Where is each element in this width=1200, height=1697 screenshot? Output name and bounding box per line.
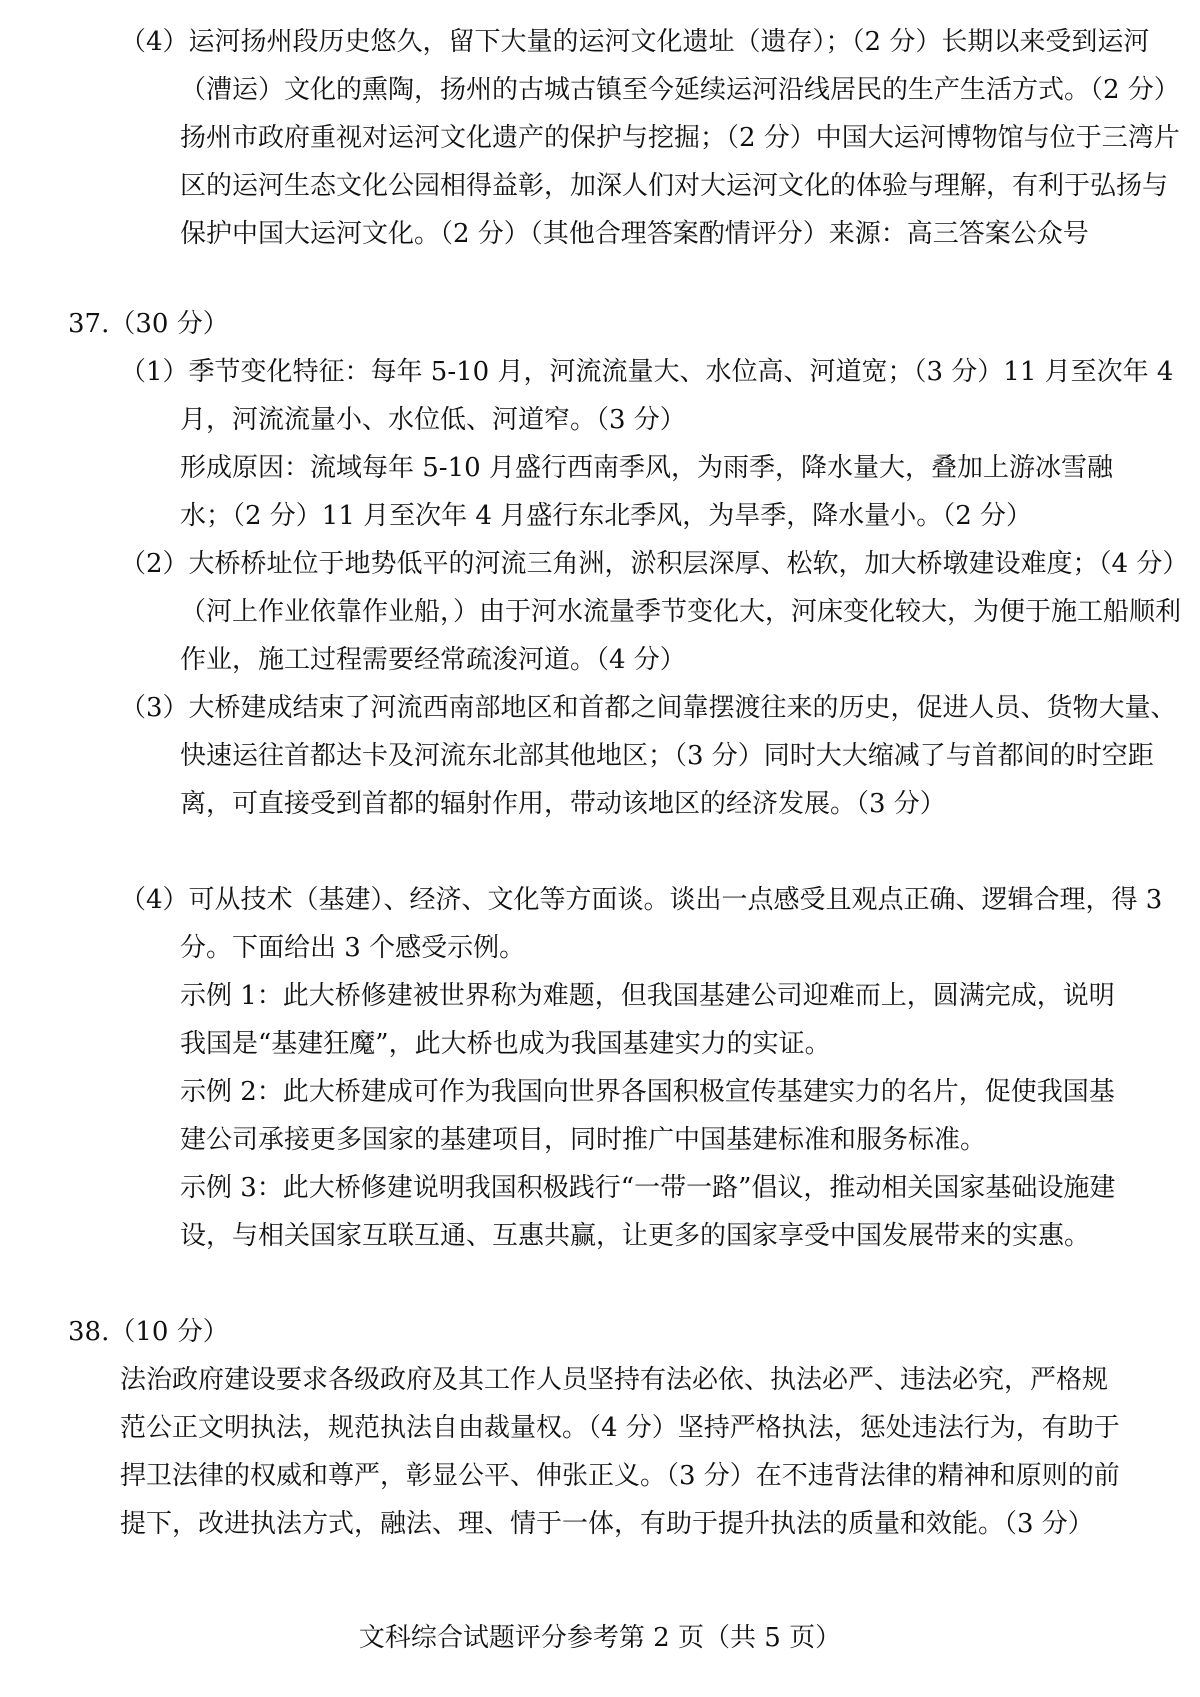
q37-item1-reason: 形成原因：流域每年 5-10 月盛行西南季风，为雨季，降水量大，叠加上游冰雪融水；（2 分）11 月至次年 4 月盛行东北季风，为旱季，降水量小。（2 分）: [180, 453, 1113, 531]
page-footer: 文科综合试题评分参考第 2 页（共 5 页）: [358, 1623, 842, 1653]
q36-item4-answer: （4）运河扬州段历史悠久，留下大量的运河文化遗址（遗存）；（2 分）长期以来受到运河（漕运）文化的熏陶，扬州的古城古镇至今延续运河沿线居民的生产生活方式。（2 分）扬州市政府重视对运河文化遗产的保护与挖掘；（2 分）中国大运河博物馆与位于三湾片区的运河生态文化公园相得益彰，加深人们对大运河文化的体验与理解，有利于弘扬与保护中国大运河文化。（2 分）（其他合理答案酌情评分）来源：高三答案公众号: [120, 27, 1180, 249]
q37-example-3: 示例 3：此大桥修建说明我国积极践行“一带一路”倡议，推动相关国家基础设施建设，与相关国家互联互通、互惠共赢，让更多的国家享受中国发展带来的实惠。: [180, 1173, 1116, 1251]
q38-header: 38.（10 分）: [68, 1317, 229, 1347]
q37-item4-answer: （4）可从技术（基建）、经济、文化等方面谈。谈出一点感受且观点正确、逻辑合理，得 3 分。下面给出 3 个感受示例。: [120, 885, 1163, 963]
q37-item2-answer: （2）大桥桥址位于地势低平的河流三角洲，淤积层深厚、松软，加大桥墩建设难度；（4 分）（河上作业依靠作业船，）由于河水流量季节变化大，河床变化较大，为便于施工船顺利作业，施工过程需要经常疏浚河道。（4 分）: [120, 549, 1189, 675]
q38-answer: 法治政府建设要求各级政府及其工作人员坚持有法必依、执法必严、违法必究，严格规范公正文明执法，规范执法自由裁量权。（4 分）坚持严格执法，惩处违法行为，有助于捍卫法律的权威和尊严，彰显公平、伸张正义。（3 分）在不违背法律的精神和原则的前提下，改进执法方式，融法、理、情于一体，有助于提升执法的质量和效能。（3 分）: [120, 1365, 1120, 1539]
q37-example-2: 示例 2：此大桥建成可作为我国向世界各国积极宣传基建实力的名片，促使我国基建公司承接更多国家的基建项目，同时推广中国基建标准和服务标准。: [180, 1077, 1115, 1155]
q37-item1-answer: （1）季节变化特征：每年 5-10 月，河流流量大、水位高、河道宽；（3 分）11 月至次年 4 月，河流流量小、水位低、河道窄。（3 分）: [120, 357, 1174, 435]
q37-example-1: 示例 1：此大桥修建被世界称为难题，但我国基建公司迎难而上，圆满完成，说明我国是“基建狂魔”，此大桥也成为我国基建实力的实证。: [180, 981, 1115, 1059]
q37-header: 37.（30 分）: [68, 309, 229, 339]
q37-item3-answer: （3）大桥建成结束了河流西南部地区和首都之间靠摆渡往来的历史，促进人员、货物大量、快速运往首都达卡及河流东北部其他地区；（3 分）同时大大缩减了与首都间的时空距离，可直接受到首都的辐射作用，带动该地区的经济发展。（3 分）: [120, 693, 1177, 819]
